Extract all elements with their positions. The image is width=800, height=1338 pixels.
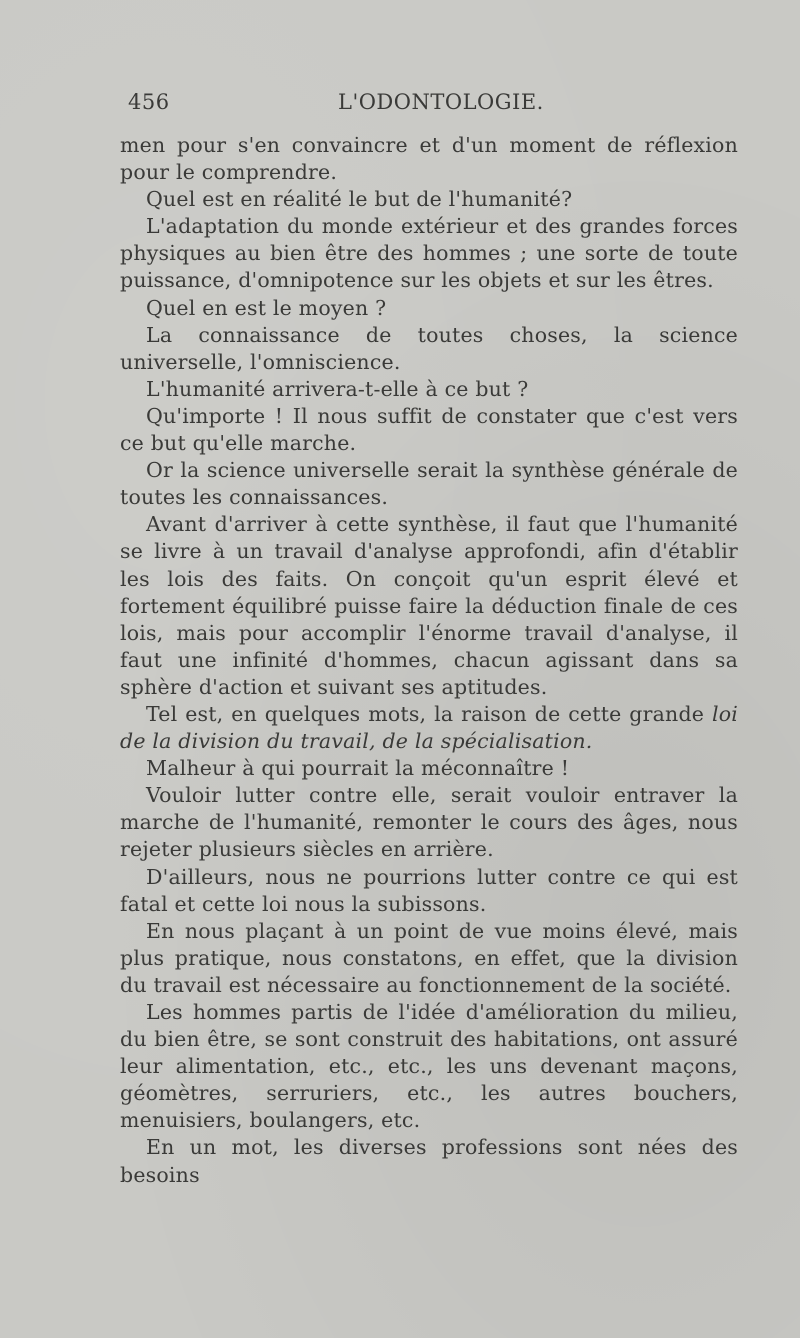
paragraph: men pour s'en convaincre et d'un moment de réflexion pour le comprendre.	[120, 133, 738, 185]
paragraph: Les hommes partis de l'idée d'amélioration du milieu, du bien être, se sont construit des habitations, ont assuré leur alimentation, etc., etc., les uns devenant maçons, géomètres, serruriers, etc., les autres bouchers, menuisiers, boulangers, etc.	[120, 1000, 738, 1133]
paragraph: Quel est en réalité le but de l'humanité?	[146, 187, 573, 212]
paragraph: L'adaptation du monde extérieur et des grandes forces physiques au bien être des hommes ; une sorte de toute puissance, d'omnipotence sur les objets et sur les êtres.	[120, 214, 738, 293]
page-header	[128, 90, 738, 120]
paragraph: Vouloir lutter contre elle, serait vouloir entraver la marche de l'humanité, remonter le cours des âges, nous rejeter plusieurs siècles en arrière.	[120, 783, 738, 862]
page-number: 456	[128, 90, 170, 114]
paragraph: Malheur à qui pourrait la méconnaître !	[146, 756, 570, 781]
paragraph: Qu'importe ! Il nous suffit de constater que c'est vers ce but qu'elle marche.	[120, 403, 738, 456]
paragraph-text: Tel est, en quelques mots, la raison de cette grande	[146, 701, 705, 726]
paragraph: En nous plaçant à un point de vue moins élevé, mais plus pratique, nous constatons, en effet, que la division du travail est nécessaire au fonctionnement de la société.	[120, 918, 738, 997]
body-text	[120, 132, 738, 1189]
paragraph: Avant d'arriver à cette synthèse, il faut que l'humanité se livre à un travail d'analyse approfondi, afin d'établir les lois des faits. On conçoit qu'un esprit élevé et fortement équilibré puisse faire la déduction finale de ces lois, mais pour accomplir l'énorme travail d'analyse, il faut une infinité d'hommes, chacun agissant dans sa sphère d'action et suivant ses aptitudes.	[120, 512, 738, 699]
paragraph-with-italic	[120, 701, 738, 755]
paragraph: L'humanité arrivera-t-elle à ce but ?	[146, 376, 529, 401]
italic-phrase: loi de la division du travail, de la spécialisation.	[120, 701, 738, 754]
running-title: L'ODONTOLOGIE.	[338, 90, 544, 114]
paragraph: D'ailleurs, nous ne pourrions lutter contre ce qui est fatal et cette loi nous la subissons.	[120, 864, 738, 916]
paragraph: La connaissance de toutes choses, la science universelle, l'omniscience.	[120, 322, 738, 374]
paragraph: Or la science universelle serait la synthèse générale de toutes les connaissances.	[120, 458, 738, 510]
paragraph: Quel en est le moyen ?	[146, 295, 387, 320]
paragraph: En un mot, les diverses professions sont nées des besoins	[120, 1135, 738, 1187]
